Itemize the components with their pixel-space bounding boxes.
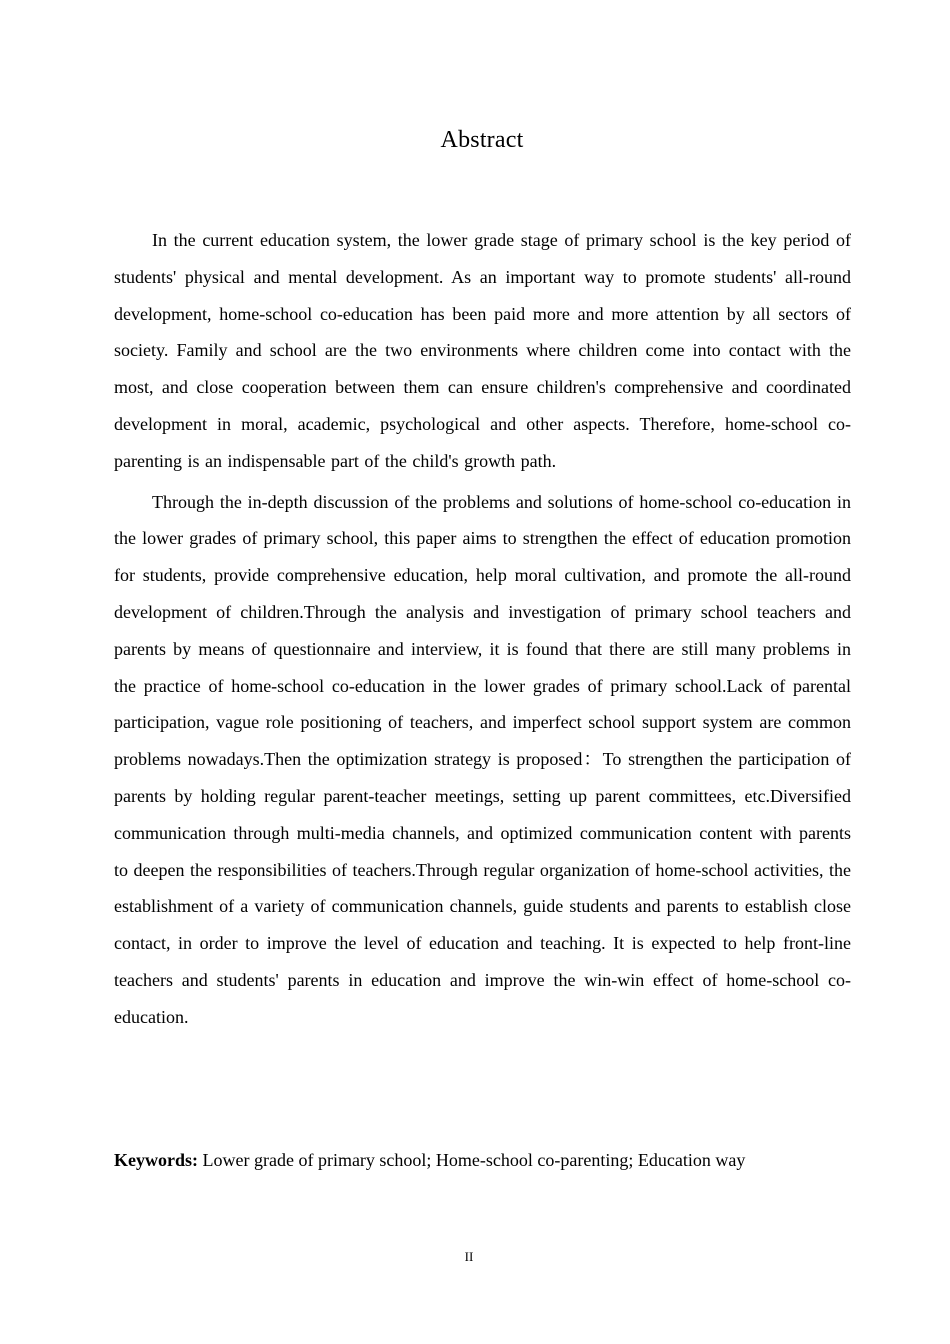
abstract-body <box>114 222 851 1036</box>
abstract-title: Abstract <box>440 127 524 153</box>
abstract-paragraph-2: Through the in-depth discussion of the problems and solutions of home-school co-education in the lower grades of primary school, this paper aims to strengthen the effect of education promotion for students, provide comprehensive education, help moral cultivation, and promote the all-round development of children.Through the analysis and investigation of primary school teachers and parents by means of questionnaire and interview, it is found that there are still many problems in the practice of home-school co-education in the lower grades of primary school.Lack of parental participation, vague role positioning of teachers, and imperfect school support system are common problems nowadays.Then the optimization strategy is proposed：To strengthen the participation of parents by holding regular parent-teacher meetings, setting up parent committees, etc.Diversified communication through multi-media channels, and optimized communication content with parents to deepen the responsibilities of teachers.Through regular organization of home-school activities, the establishment of a variety of communication channels, guide students and parents to establish close contact, in order to improve the level of education and teaching. It is expected to help front-line teachers and students' parents in education and improve the win-win effect of home-school co-education. <box>114 491 851 1027</box>
page-number: II <box>464 1249 474 1264</box>
keywords-label: Keywords: <box>114 1150 198 1170</box>
abstract-paragraph-1: In the current education system, the lower grade stage of primary school is the key period of students' physical and mental development. As an important way to promote students' all-round development, home-school co-education has been paid more and more attention by all sectors of society. Family and school are the two environments where children come into contact with the most, and close cooperation between them can ensure children's comprehensive and coordinated development in moral, academic, psychological and other aspects. Therefore, home-school co-parenting is an indispensable part of the child's growth path. <box>114 230 851 471</box>
keywords-line <box>114 1146 851 1174</box>
keywords-text: Lower grade of primary school; Home-school co-parenting; Education way <box>198 1150 746 1170</box>
